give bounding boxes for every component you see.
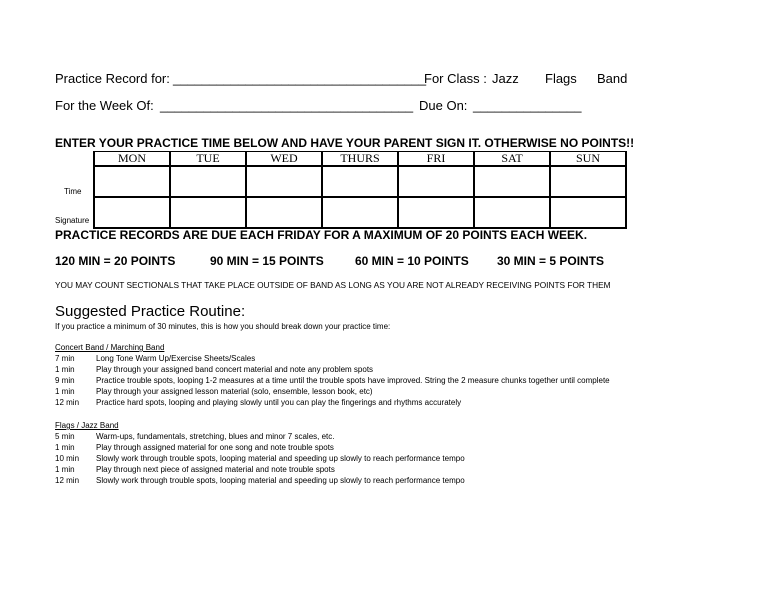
due-on-label: Due On: [419,98,468,113]
week-of-label: For the Week Of: [55,98,154,113]
flags-item-text: Slowly work through trouble spots, looping material and speeding up slowly to reach performance tempo [96,476,465,485]
flags-item-time: 1 min [55,443,75,452]
day-header-fri: FRI [398,152,474,167]
points-60: 60 MIN = 10 POINTS [355,254,469,268]
instruction-heading: ENTER YOUR PRACTICE TIME BELOW AND HAVE YOUR PARENT SIGN IT. OTHERWISE NO POINTS!! [55,136,635,150]
signature-cell-wed[interactable] [246,197,322,228]
time-cell-fri[interactable] [398,166,474,197]
class-option-jazz: Jazz [492,71,519,86]
class-option-band: Band [597,71,628,86]
concert-item-time: 1 min [55,387,75,396]
signature-cell-fri[interactable] [398,197,474,228]
week-of-line[interactable]: ___________________________________ [160,98,414,113]
signature-cell-tue[interactable] [170,197,246,228]
flags-item-time: 10 min [55,454,80,463]
class-option-flags: Flags [545,71,577,86]
signature-row [94,197,626,228]
concert-item-time: 9 min [55,376,75,385]
concert-item-time: 12 min [55,398,80,407]
concert-item-text: Practice hard spots, looping and playing slowly until you can play the fingerings and rhythms accurately [96,398,462,407]
signature-cell-sun[interactable] [550,197,626,228]
time-cell-tue[interactable] [170,166,246,197]
flags-item-text: Play through assigned material for one song and note trouble spots [96,443,334,452]
day-header-sat: SAT [474,152,550,167]
flags-item-text: Slowly work through trouble spots, looping material and speeding up slowly to reach performance tempo [96,454,465,463]
time-cell-wed[interactable] [246,166,322,197]
day-header-tue: TUE [170,152,246,167]
signature-cell-thurs[interactable] [322,197,398,228]
concert-band-heading: Concert Band / Marching Band [55,343,165,352]
for-class-label: For Class : [424,71,487,86]
routine-title: Suggested Practice Routine: [55,303,246,320]
flags-jazz-heading: Flags / Jazz Band [55,421,119,430]
points-90: 90 MIN = 15 POINTS [210,254,324,268]
practice-table [93,151,627,229]
flags-item-time: 1 min [55,465,75,474]
concert-item-text: Long Tone Warm Up/Exercise Sheets/Scales [96,354,256,363]
concert-item-time: 1 min [55,365,75,374]
flags-item-text: Play through next piece of assigned material and note trouble spots [96,465,335,474]
routine-intro: If you practice a minimum of 30 minutes, this is how you should break down your practice time: [55,322,391,331]
practice-record-name-line[interactable]: ___________________________________ [173,71,427,86]
due-on-line[interactable]: _______________ [473,98,582,113]
table-header-row [94,152,626,167]
day-header-thurs: THURS [322,152,398,167]
points-30: 30 MIN = 5 POINTS [497,254,605,268]
concert-item-text: Play through your assigned band concert material and note any problem spots [96,365,374,374]
time-row [94,166,626,197]
flags-item-text: Warm-ups, fundamentals, stretching, blues and minor 7 scales, etc. [96,432,335,441]
signature-cell-mon[interactable] [94,197,170,228]
day-header-sun: SUN [550,152,626,167]
flags-item-time: 12 min [55,476,80,485]
concert-item-text: Play through your assigned lesson material (solo, ensemble, lesson book, etc) [96,387,373,396]
time-cell-mon[interactable] [94,166,170,197]
time-cell-sat[interactable] [474,166,550,197]
due-notice: PRACTICE RECORDS ARE DUE EACH FRIDAY FOR A MAXIMUM OF 20 POINTS EACH WEEK. [55,228,588,242]
time-cell-sun[interactable] [550,166,626,197]
concert-item-time: 7 min [55,354,75,363]
signature-cell-sat[interactable] [474,197,550,228]
row-label-signature: Signature [55,216,90,225]
row-label-time: Time [64,187,82,196]
day-header-wed: WED [246,152,322,167]
concert-item-text: Practice trouble spots, looping 1-2 measures at a time until the trouble spots have improved. String the 2 measure chunks together until complete [96,376,610,385]
points-120: 120 MIN = 20 POINTS [55,254,176,268]
flags-item-time: 5 min [55,432,75,441]
practice-record-label: Practice Record for: [55,71,170,86]
sectionals-note: YOU MAY COUNT SECTIONALS THAT TAKE PLACE OUTSIDE OF BAND AS LONG AS YOU ARE NOT ALREADY RECEIVING POINTS FOR THEM [55,280,611,290]
day-header-mon: MON [94,152,170,167]
time-cell-thurs[interactable] [322,166,398,197]
